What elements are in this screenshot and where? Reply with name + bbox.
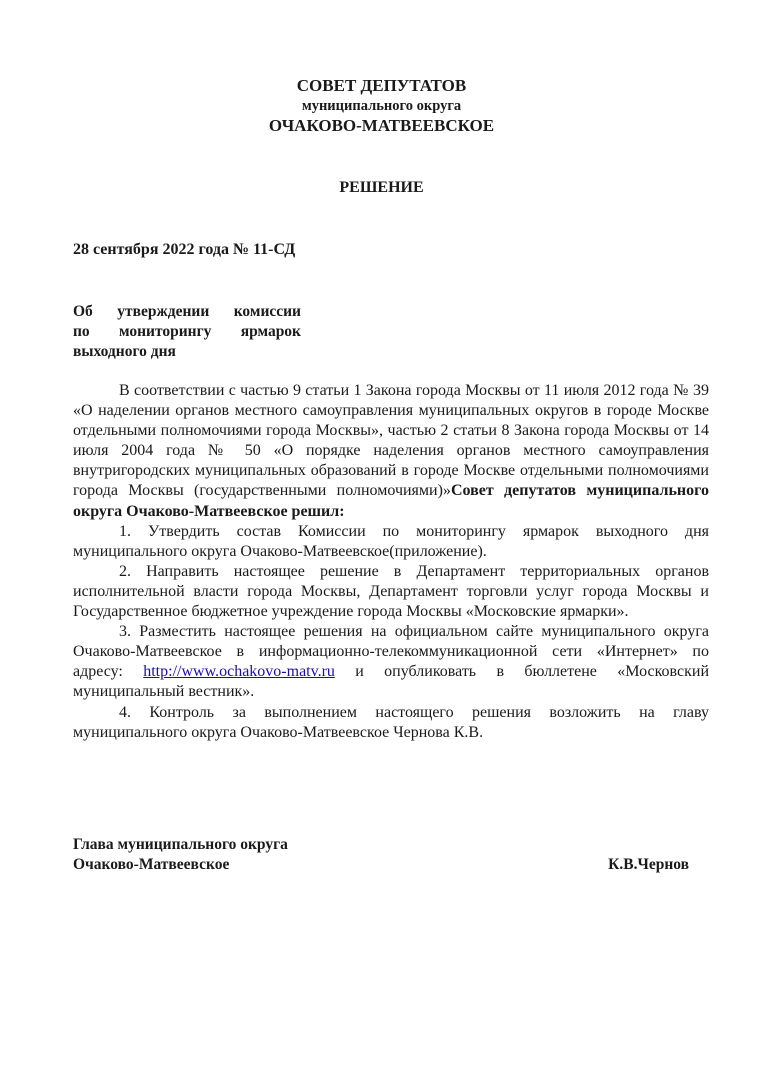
signer-name: К.В.Чернов [608, 856, 689, 873]
website-link[interactable]: http://www.ochakovo-matv.ru [143, 663, 335, 681]
council-name: СОВЕТ ДЕПУТАТОВ [296, 76, 467, 95]
item-1: 1. Утвердить состав Комиссии по мониторингу ярмарок выходного дня муниципального округа Очаково-Матвеевское(приложение). [73, 522, 709, 560]
item-3-text-after: и опубликовать в бюллетене «Московский муниципальный вестник». [73, 663, 710, 701]
signature-block [73, 835, 689, 875]
decision-title: РЕШЕНИЕ [339, 179, 424, 196]
subject-line-3: выходного дня [73, 343, 176, 360]
decision-body [73, 381, 709, 743]
subject-line-1: Об утверждении комиссии [73, 303, 301, 320]
item-4: 4. Контроль за выполнением настоящего решения возложить на главу муниципального округа Очаково-Матвеевское Чернова К.В. [73, 703, 709, 741]
district-name: ОЧАКОВО-МАТВЕЕВСКОЕ [268, 116, 495, 135]
district-label: муниципального округа [301, 98, 462, 114]
item-3 [73, 622, 709, 702]
signer-title-line-1: Глава муниципального округа [73, 836, 288, 853]
decision-date-number: 28 сентября 2022 года № 11-СД [73, 241, 296, 258]
item-2: 2. Направить настоящее решение в Департамент территориальных органов исполнительной власти города Москвы, Департамент торговли услуг города Москвы и Государственное бюджетное учреждение города Москвы «Московские ярмарки». [73, 562, 709, 621]
preamble-resolution: Совет депутатов муниципального округа Очаково-Матвеевское решил: [73, 482, 710, 520]
subject-line-2: по мониторингу ярмарок [73, 323, 301, 340]
decision-subject [73, 302, 301, 362]
preamble-paragraph [73, 381, 709, 522]
item-3-text-before: 3. Разместить настоящее решения на официальном сайте муниципального округа Очаково-Матвеевское в информационно-телекоммуникационной сети «Интернет» по адресу: [73, 623, 709, 681]
preamble-text: В соответствии с частью 9 статьи 1 Закона города Москвы от 11 июля 2012 года № 39 «О наделении органов местного самоуправления муниципальных округов в городе Москве отдельными полномочиями города Москвы», частью 2 статьи 8 Закона города Москвы от 14 июля 2004 года № 50 «О порядке наделения органов местного самоуправления внутригородских муниципальных образований в городе Москве отдельными полномочиями города Москвы (государственными полномочиями)» [73, 382, 709, 500]
document-header [0, 76, 763, 136]
signer-title-line-2: Очаково-Матвеевское [73, 856, 230, 873]
